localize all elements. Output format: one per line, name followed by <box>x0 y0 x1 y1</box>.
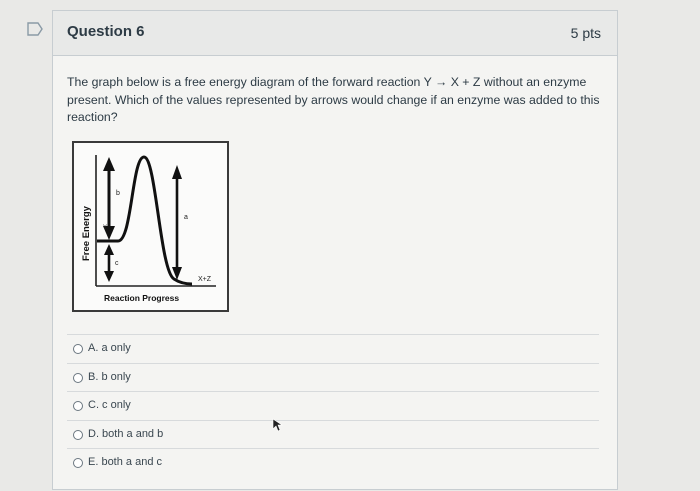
answer-label[interactable]: D. both a and b <box>88 427 164 440</box>
question-title: Question 6 <box>67 23 145 40</box>
radio-button-icon[interactable] <box>73 344 83 354</box>
mouse-pointer-icon <box>272 418 284 432</box>
question-points: 5 pts <box>570 25 601 41</box>
answer-option-a[interactable] <box>67 334 599 363</box>
free-energy-diagram <box>72 141 229 312</box>
answer-label[interactable]: A. a only <box>88 342 131 354</box>
label-a: a <box>184 214 188 221</box>
radio-button-icon[interactable] <box>73 373 83 383</box>
answer-option-d[interactable] <box>67 420 599 449</box>
answer-option-c[interactable] <box>67 391 599 420</box>
answer-option-b[interactable] <box>67 363 599 392</box>
label-c: c <box>115 260 119 267</box>
answer-label[interactable]: E. both a and c <box>88 456 162 469</box>
flag-icon[interactable] <box>26 20 44 38</box>
radio-button-icon[interactable] <box>73 458 83 468</box>
question-card <box>52 10 618 490</box>
y-axis-label: Free Energy <box>81 206 92 261</box>
arrow-c <box>104 244 114 282</box>
radio-button-icon[interactable] <box>73 430 83 440</box>
label-products: X+Z <box>198 276 212 283</box>
answer-label[interactable]: C. c only <box>88 399 131 412</box>
answer-label[interactable]: B. b only <box>88 370 131 383</box>
answer-option-e[interactable] <box>67 448 599 477</box>
question-header <box>53 11 617 56</box>
label-b: b <box>116 190 120 197</box>
answer-list <box>67 334 599 477</box>
label-y: Y <box>103 225 108 231</box>
x-axis-label: Reaction Progress <box>104 293 180 303</box>
radio-button-icon[interactable] <box>73 401 83 411</box>
question-text: The graph below is a free energy diagram of the forward reaction Y → X + Z without an enzyme present. Which of the values represented by arrows would change if an enzyme was added to this reaction? <box>67 75 600 124</box>
arrow-a <box>172 165 182 280</box>
